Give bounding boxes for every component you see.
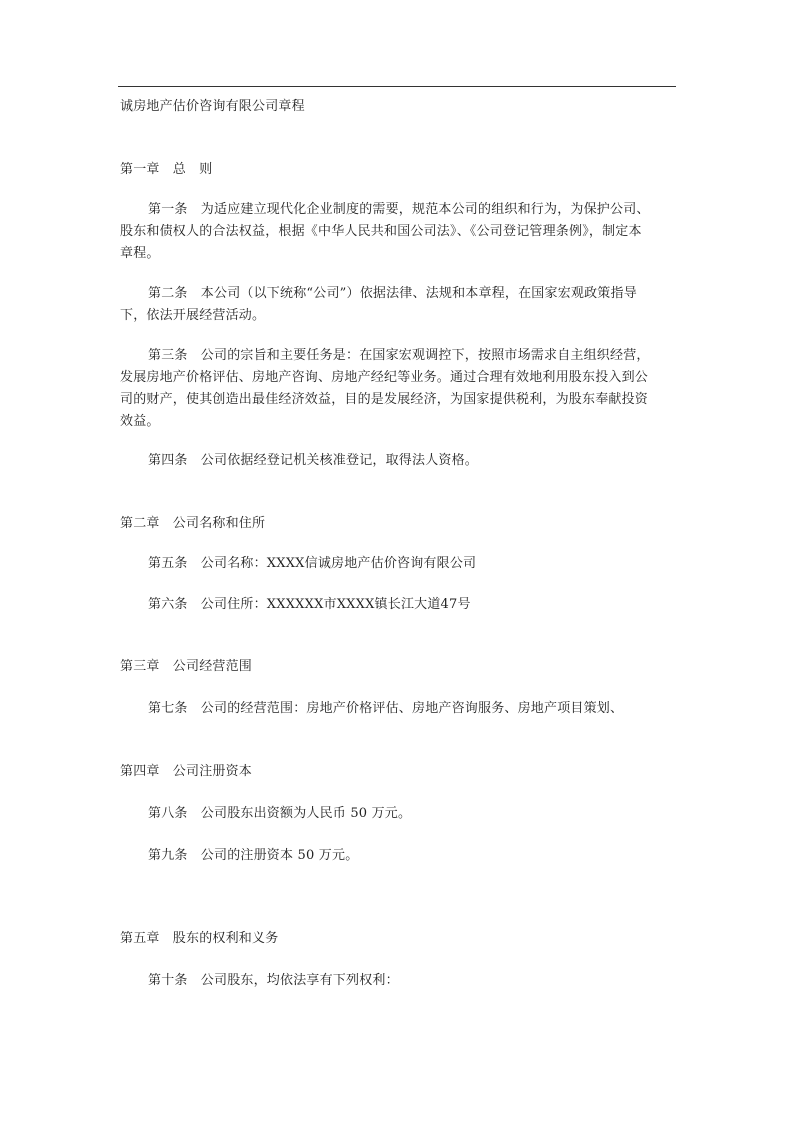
chapter-1-heading: 第一章 总 则 (120, 162, 213, 177)
article-3-line-2: 发展房地产价格评估、房地产咨询、房地产经纪等业务。通过合理有效地利用股东投入到公 (120, 370, 649, 385)
chapter-3-heading: 第三章 公司经营范围 (120, 659, 253, 674)
article-2-line-1: 第二条 本公司（以下统称“公司”）依据法律、法规和本章程，在国家宏观政策指导 (148, 286, 637, 301)
article-8: 第八条 公司股东出资额为人民币 50 万元。 (148, 806, 412, 821)
article-3 (120, 345, 650, 433)
article-5: 第五条 公司名称：XXXX信诚房地产估价咨询有限公司 (148, 556, 477, 571)
article-4: 第四条 公司依据经登记机关核准登记，取得法人资格。 (148, 453, 479, 468)
article-10: 第十条 公司股东，均依法享有下列权利： (148, 973, 399, 988)
article-2 (120, 283, 637, 327)
article-1 (120, 199, 650, 265)
document-title: 诚房地产估价咨询有限公司章程 (120, 99, 305, 114)
article-3-line-3: 司的财产，使其创造出最佳经济效益，目的是发展经济，为国家提供税利，为股东奉献投资 (120, 392, 649, 407)
article-7: 第七条 公司的经营范围：房地产价格评估、房地产咨询服务、房地产项目策划、 (148, 701, 624, 716)
article-2-line-2: 下，依法开展经营活动。 (120, 308, 266, 323)
article-9: 第九条 公司的注册资本 50 万元。 (148, 848, 359, 863)
chapter-5-heading: 第五章 股东的权利和义务 (120, 931, 279, 946)
article-1-line-3: 章程。 (120, 246, 160, 261)
article-6: 第六条 公司住所：XXXXXX市XXXX镇长江大道47号 (148, 597, 471, 612)
article-3-line-4: 效益。 (120, 414, 160, 429)
article-1-line-2: 股东和债权人的合法权益，根据《中华人民共和国公司法》、《公司登记管理条例》，制定本 (120, 224, 642, 239)
chapter-4-heading: 第四章 公司注册资本 (120, 764, 253, 779)
article-1-line-1: 第一条 为适应建立现代化企业制度的需要，规范本公司的组织和行为，为保护公司、 (148, 202, 650, 217)
chapter-2-heading: 第二章 公司名称和住所 (120, 516, 266, 531)
header-rule (118, 86, 676, 87)
article-3-line-1: 第三条 公司的宗旨和主要任务是：在国家宏观调控下，按照市场需求自主组织经营， (148, 348, 650, 363)
